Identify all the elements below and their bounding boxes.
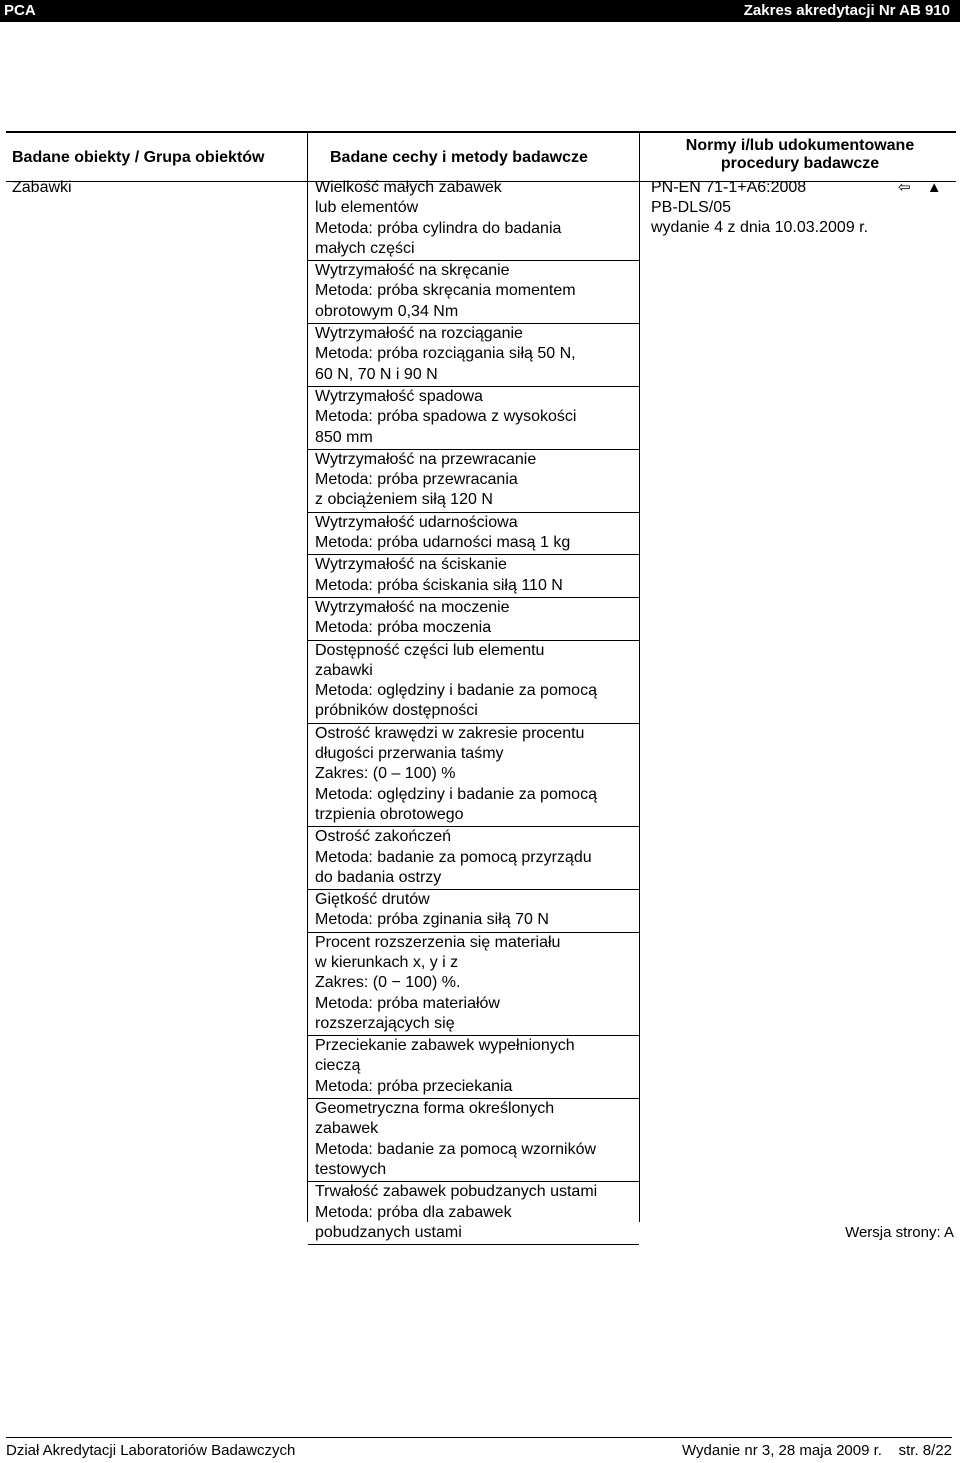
- feature-text: Metoda: próba ściskania siłą 110 N: [315, 576, 563, 594]
- feature-text: zabawek: [315, 1120, 379, 1138]
- feature-text: Wytrzymałość udarnościowa: [315, 513, 518, 531]
- features-column: [308, 178, 639, 1245]
- footer-divider: [6, 1437, 952, 1438]
- change-markers: ⇦ ▲: [898, 179, 948, 196]
- feature-text: lub elementów: [315, 199, 419, 217]
- column-header-norms-line1: Normy i/lub udokumentowane: [685, 137, 915, 154]
- column-header-objects: Badane obiekty / Grupa obiektów: [12, 149, 265, 166]
- feature-text: Metoda: próba zginania siłą 70 N: [315, 911, 549, 929]
- feature-text: Procent rozszerzenia się materiału: [315, 933, 561, 951]
- feature-row: [308, 1182, 639, 1245]
- feature-text: Metoda: próba dla zabawek: [315, 1203, 512, 1221]
- feature-text: zabawki: [315, 661, 373, 679]
- feature-row: [308, 450, 639, 513]
- feature-row: [308, 555, 639, 598]
- feature-text: w kierunkach x, y i z: [315, 953, 459, 971]
- norm-item: wydanie 4 z dnia 10.03.2009 r.: [651, 219, 869, 236]
- column-header-norms: [644, 137, 956, 173]
- feature-text: próbników dostępności: [315, 702, 478, 720]
- feature-row: [308, 890, 639, 933]
- feature-text: Metoda: badanie za pomocą wzorników: [315, 1140, 597, 1158]
- feature-text: 850 mm: [315, 428, 373, 446]
- feature-text: Wielkość małych zabawek: [315, 179, 502, 196]
- feature-row: [308, 724, 639, 827]
- feature-text: pobudzanych ustami: [315, 1223, 462, 1241]
- feature-text: Wytrzymałość na rozciąganie: [315, 325, 523, 343]
- feature-text: Metoda: próba rozciągania siłą 50 N,: [315, 345, 576, 363]
- feature-row: [308, 827, 639, 890]
- feature-row: [308, 387, 639, 450]
- feature-row: [308, 641, 639, 724]
- feature-text: trzpienia obrotowego: [315, 805, 464, 823]
- feature-row: [308, 178, 639, 261]
- feature-text: testowych: [315, 1160, 387, 1178]
- feature-text: długości przerwania taśmy: [315, 745, 504, 763]
- feature-text: Metoda: badanie za pomocą przyrządu: [315, 848, 592, 866]
- feature-text: Wytrzymałość na przewracanie: [315, 450, 537, 468]
- column-header-norms-line2: procedury badawcze: [720, 155, 880, 172]
- norms-column: [651, 178, 868, 238]
- page-version: Wersja strony: A: [845, 1224, 954, 1241]
- table-header-row: [6, 131, 956, 182]
- feature-text: Zakres: (0 – 100) %: [315, 765, 456, 783]
- header-org: PCA: [4, 2, 36, 19]
- feature-row: [308, 1036, 639, 1099]
- footer-edition: Wydanie nr 3, 28 maja 2009 r. str. 8/22: [681, 1442, 952, 1459]
- tested-object: Zabawki: [12, 179, 72, 196]
- column-divider: [639, 131, 640, 1222]
- feature-text: Ostrość krawędzi w zakresie procentu: [315, 724, 585, 742]
- feature-row: [308, 1099, 639, 1182]
- feature-row: [308, 324, 639, 387]
- feature-text: Geometryczna forma określonych: [315, 1100, 555, 1118]
- feature-text: Wytrzymałość na skręcanie: [315, 262, 510, 280]
- feature-text: Metoda: próba spadowa z wysokości: [315, 408, 577, 426]
- feature-text: Metoda: próba materiałów: [315, 994, 500, 1012]
- feature-text: Ostrość zakończeń: [315, 828, 452, 846]
- feature-row: [308, 933, 639, 1036]
- footer-department: Dział Akredytacji Laboratoriów Badawczych: [6, 1442, 296, 1459]
- feature-text: Wytrzymałość spadowa: [315, 387, 483, 405]
- feature-text: Metoda: oględziny i badanie za pomocą: [315, 785, 597, 803]
- feature-text: Metoda: próba udarności masą 1 kg: [315, 534, 571, 552]
- feature-text: Przeciekanie zabawek wypełnionych: [315, 1037, 575, 1055]
- feature-row: [308, 598, 639, 641]
- feature-text: Zakres: (0 − 100) %.: [315, 974, 461, 992]
- norm-item: PB-DLS/05: [651, 199, 732, 216]
- feature-text: Giętkość drutów: [315, 891, 430, 909]
- accreditation-table: [6, 131, 956, 182]
- page-header: [0, 0, 960, 22]
- feature-text: Metoda: próba przeciekania: [315, 1077, 513, 1095]
- feature-text: 60 N, 70 N i 90 N: [315, 365, 438, 383]
- feature-text: z obciążeniem siłą 120 N: [315, 491, 493, 509]
- feature-text: Metoda: oględziny i badanie za pomocą: [315, 682, 597, 700]
- feature-text: obrotowym 0,34 Nm: [315, 302, 459, 320]
- feature-text: Metoda: próba skręcania momentem: [315, 282, 576, 300]
- feature-text: małych części: [315, 239, 415, 257]
- feature-text: Metoda: próba cylindra do badania: [315, 219, 562, 237]
- column-header-features: Badane cechy i metody badawcze: [330, 149, 588, 166]
- feature-row: [308, 513, 639, 556]
- feature-text: Wytrzymałość na ściskanie: [315, 556, 507, 574]
- feature-text: rozszerzających się: [315, 1014, 455, 1032]
- feature-row: [308, 261, 639, 324]
- feature-text: Metoda: próba moczenia: [315, 619, 492, 637]
- feature-text: Wytrzymałość na moczenie: [315, 598, 510, 616]
- feature-text: Dostępność części lub elementu: [315, 641, 545, 659]
- feature-text: Trwałość zabawek pobudzanych ustami: [315, 1183, 598, 1201]
- header-title: Zakres akredytacji Nr AB 910: [743, 2, 950, 19]
- feature-text: Metoda: próba przewracania: [315, 471, 518, 489]
- norm-item: PN-EN 71-1+A6:2008: [651, 179, 807, 196]
- feature-text: cieczą: [315, 1057, 361, 1075]
- feature-text: do badania ostrzy: [315, 868, 442, 886]
